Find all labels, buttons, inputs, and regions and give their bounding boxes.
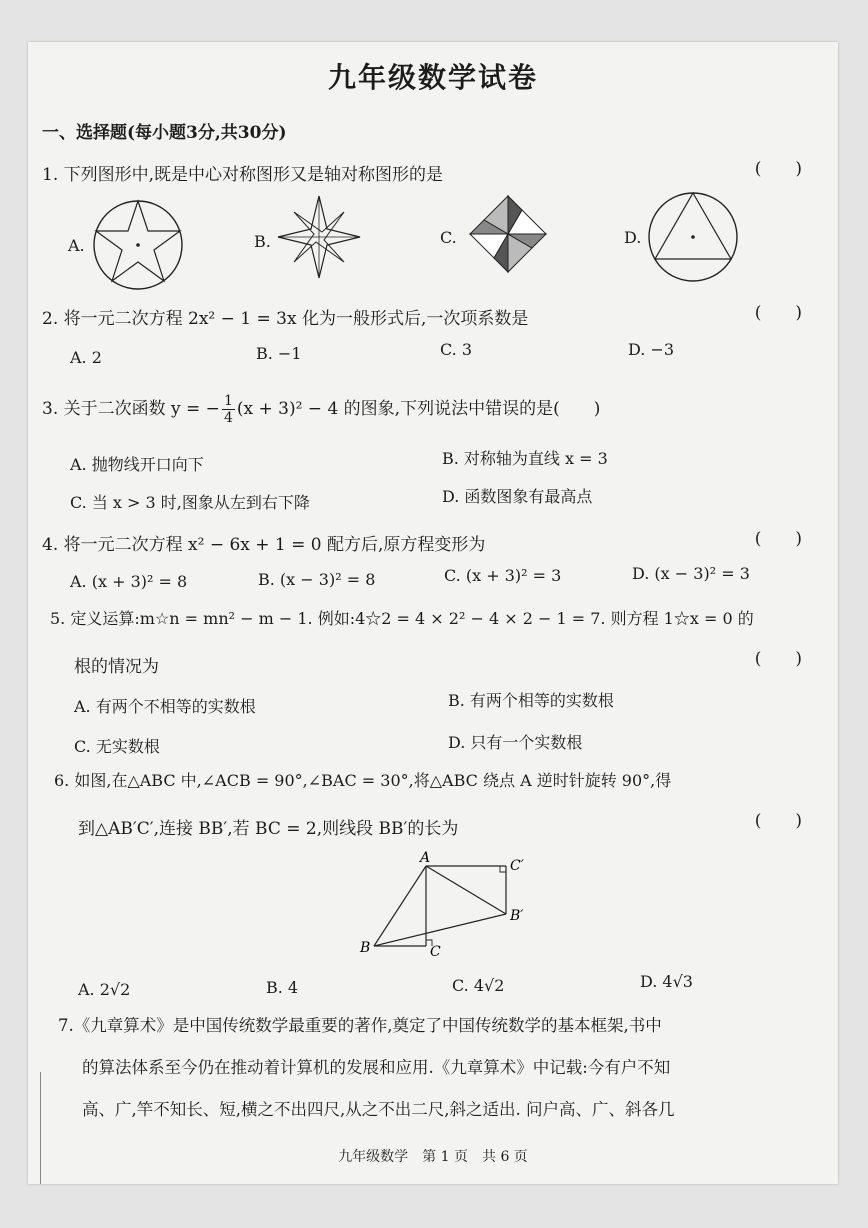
q1-option-c-label: C. (440, 228, 457, 247)
question-1-answer-paren: ( ) (754, 159, 802, 179)
q3-option-b: B. 对称轴为直线 x = 3 (442, 449, 608, 468)
q3-fraction (222, 394, 235, 425)
page-title: 九年级数学试卷 (327, 61, 538, 94)
q5-option-a: A. 有两个不相等的实数根 (74, 697, 256, 716)
label-b: B (360, 940, 371, 956)
circle-triangle-figure (646, 190, 740, 284)
q1-option-d-label: D. (624, 228, 642, 247)
question-4-answer-paren: ( ) (754, 529, 802, 549)
label-a: A (420, 850, 431, 866)
q5-option-c: C. 无实数根 (74, 737, 160, 756)
question-6-line-2: 到△AB′C′,连接 BB′,若 BC = 2,则线段 BB′的长为 (78, 819, 459, 839)
circle-star-figure (90, 197, 186, 293)
q2-option-d: D. −3 (628, 340, 675, 359)
q2-option-c: C. 3 (440, 340, 473, 359)
question-4-text: 4. 将一元二次方程 x² − 6x + 1 = 0 配方后,原方程变形为 (42, 535, 486, 555)
question-1-text: 1. 下列图形中,既是中心对称图形又是轴对称图形的是 (42, 165, 444, 185)
question-3-text (42, 394, 600, 425)
segment-ab (374, 866, 426, 946)
q3-frac-num: 1 (223, 393, 233, 409)
q2-option-a: A. 2 (70, 348, 102, 367)
compass-star-figure (276, 194, 362, 280)
question-2-text: 2. 将一元二次方程 2x² − 1 = 3x 化为一般形式后,一次项系数是 (42, 309, 529, 329)
rotation-triangle-figure (354, 848, 544, 958)
question-5-line-2: 根的情况为 (74, 657, 159, 677)
segment-ab-prime (426, 866, 506, 914)
q6-option-c: C. 4√2 (452, 976, 505, 995)
question-5-answer-paren: ( ) (754, 649, 802, 669)
q4-option-a: A. (x + 3)² = 8 (70, 572, 188, 591)
question-5-line-1: 5. 定义运算:m☆n = mn² − m − 1. 例如:4☆2 = 4 × 2² − 4 × 2 − 1 = 7. 则方程 1☆x = 0 的 (50, 609, 754, 628)
q1-option-b-label: B. (254, 232, 271, 251)
section-heading: 一、选择题(每小题3分,共30分) (42, 123, 287, 143)
q2-option-b: B. −1 (256, 344, 302, 363)
q3-option-d: D. 函数图象有最高点 (442, 487, 593, 506)
q6-option-b: B. 4 (266, 978, 299, 997)
label-c-prime: C′ (510, 858, 524, 874)
exam-page (28, 42, 838, 1184)
segment-bb-prime (374, 914, 506, 946)
page-footer: 九年级数学 第 1 页 共 6 页 (338, 1149, 528, 1165)
q3-frac-den: 4 (223, 410, 233, 426)
question-6-line-1: 6. 如图,在△ABC 中,∠ACB = 90°,∠BAC = 30°,将△ABC 绕点 A 逆时针旋转 90°,得 (54, 771, 672, 790)
question-6-answer-paren: ( ) (754, 811, 802, 831)
q4-option-d: D. (x − 3)² = 3 (632, 564, 750, 583)
question-7-line-3: 高、广,竿不知长、短,横之不出四尺,从之不出二尺,斜之适出. 问户高、广、斜各几 (82, 1100, 675, 1119)
q1-option-a-label: A. (68, 236, 85, 255)
pinwheel-figure (464, 190, 552, 278)
q3-suffix: (x + 3)² − 4 的图象,下列说法中错误的是( ) (236, 399, 601, 419)
question-2-answer-paren: ( ) (754, 303, 802, 323)
right-angle-mark-c-prime (500, 866, 506, 872)
q6-option-d: D. 4√3 (640, 972, 693, 991)
q3-option-a: A. 抛物线开口向下 (70, 455, 204, 474)
label-c: C (430, 944, 441, 958)
q4-option-b: B. (x − 3)² = 8 (258, 570, 376, 589)
q3-prefix: 3. 关于二次函数 y = − (42, 399, 220, 419)
label-b-prime: B′ (510, 908, 524, 924)
question-7-line-2: 的算法体系至今仍在推动着计算机的发展和应用.《九章算术》中记载:今有户不知 (82, 1058, 671, 1077)
q5-option-b: B. 有两个相等的实数根 (448, 691, 614, 710)
q4-option-c: C. (x + 3)² = 3 (444, 566, 562, 585)
q6-option-a: A. 2√2 (78, 980, 131, 999)
q3-option-c: C. 当 x > 3 时,图象从左到右下降 (70, 493, 310, 512)
question-7-line-1: 7.《九章算术》是中国传统数学最重要的著作,奠定了中国传统数学的基本框架,书中 (58, 1016, 662, 1035)
q5-option-d: D. 只有一个实数根 (448, 733, 583, 752)
margin-line (40, 1072, 41, 1184)
